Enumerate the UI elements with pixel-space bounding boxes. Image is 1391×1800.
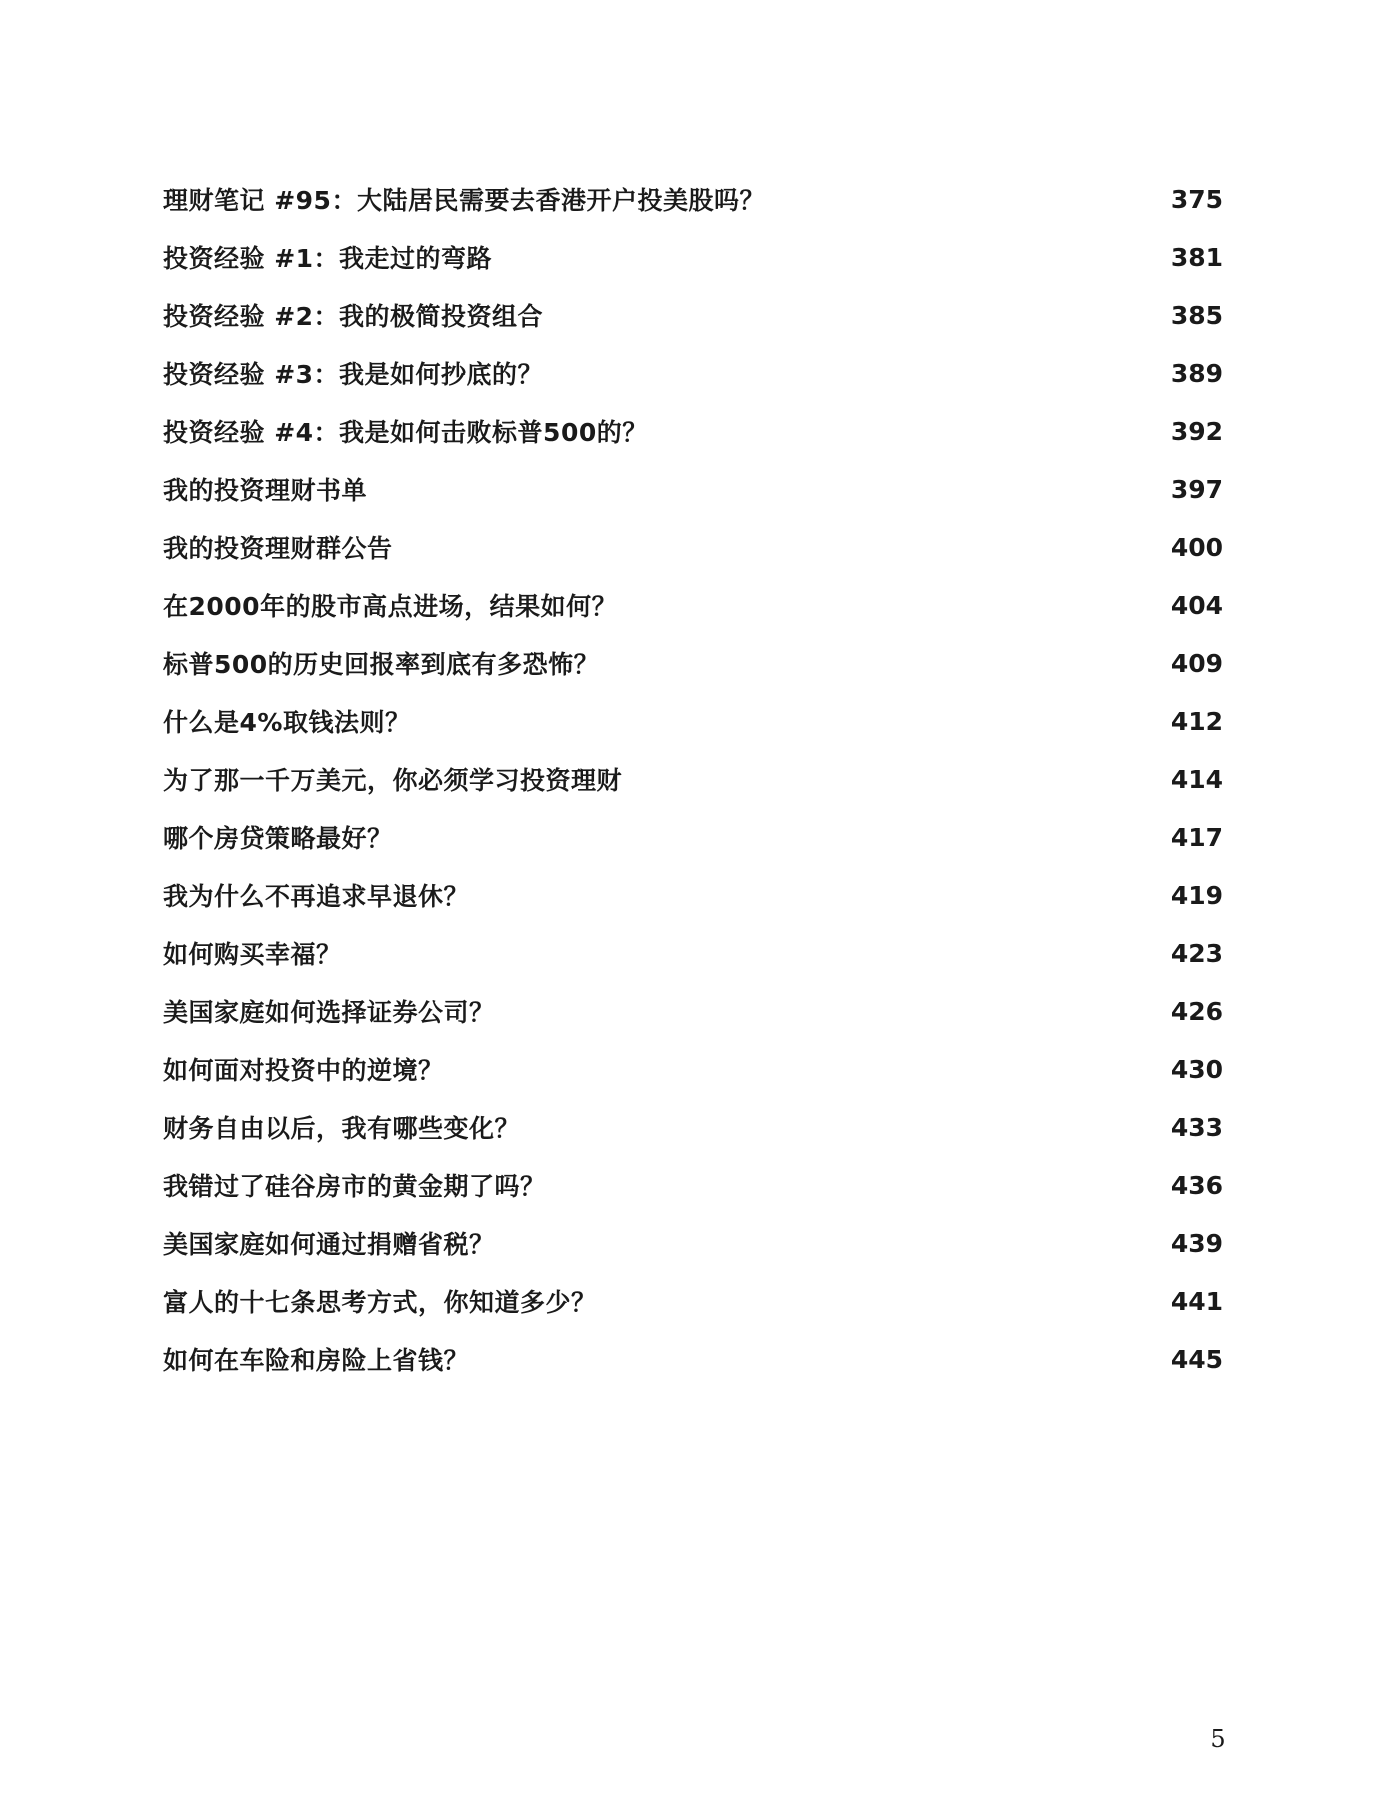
toc-entry-title[interactable]: 美国家庭如何选择证券公司？ xyxy=(163,998,495,1027)
toc-entry-430[interactable] xyxy=(163,1040,1223,1098)
toc-entry-page[interactable]: 439 xyxy=(1170,1228,1223,1258)
page-number: 5 xyxy=(1210,1725,1226,1753)
toc-entry-392[interactable] xyxy=(163,402,1223,460)
toc-entry-441[interactable] xyxy=(163,1272,1223,1330)
toc-entry-439[interactable] xyxy=(163,1214,1223,1272)
toc-entry-page[interactable]: 392 xyxy=(1170,416,1223,446)
toc-entry-page[interactable]: 423 xyxy=(1170,938,1223,968)
toc-entry-title[interactable]: 财务自由以后，我有哪些变化？ xyxy=(163,1114,521,1143)
toc-entry-400[interactable] xyxy=(163,518,1223,576)
toc-entry-page[interactable]: 400 xyxy=(1170,532,1223,562)
toc-entry-title[interactable]: 投资经验 #4：我是如何击败标普500的？ xyxy=(163,418,648,447)
toc-entry-426[interactable] xyxy=(163,982,1223,1040)
toc-entry-page[interactable]: 381 xyxy=(1170,242,1223,272)
toc-entry-page[interactable]: 436 xyxy=(1170,1170,1223,1200)
toc-entry-414[interactable] xyxy=(163,750,1223,808)
toc-entry-title[interactable]: 如何面对投资中的逆境？ xyxy=(163,1056,444,1085)
toc-entry-page[interactable]: 409 xyxy=(1170,648,1223,678)
toc-entry-375[interactable] xyxy=(163,170,1223,228)
toc-entry-436[interactable] xyxy=(163,1156,1223,1214)
toc-entry-419[interactable] xyxy=(163,866,1223,924)
toc-entry-page[interactable]: 417 xyxy=(1170,822,1223,852)
toc-entry-title[interactable]: 投资经验 #3：我是如何抄底的？ xyxy=(163,360,544,389)
toc-entry-title[interactable]: 如何在车险和房险上省钱？ xyxy=(163,1346,470,1375)
toc-entry-417[interactable] xyxy=(163,808,1223,866)
toc-entry-page[interactable]: 433 xyxy=(1170,1112,1223,1142)
toc-entry-title[interactable]: 我为什么不再追求早退休？ xyxy=(163,882,470,911)
toc-entry-title[interactable]: 我的投资理财书单 xyxy=(163,476,368,505)
toc-entry-title[interactable]: 理财笔记 #95：大陆居民需要去香港开户投美股吗？ xyxy=(163,186,765,215)
toc-entry-423[interactable] xyxy=(163,924,1223,982)
toc-entry-page[interactable]: 426 xyxy=(1170,996,1223,1026)
toc-entry-title[interactable]: 哪个房贷策略最好？ xyxy=(163,824,393,853)
toc-entry-397[interactable] xyxy=(163,460,1223,518)
toc-entry-page[interactable]: 430 xyxy=(1170,1054,1223,1084)
toc-entry-433[interactable] xyxy=(163,1098,1223,1156)
toc-entry-page[interactable]: 404 xyxy=(1170,590,1223,620)
toc-entry-445[interactable] xyxy=(163,1330,1223,1388)
toc-entry-title[interactable]: 在2000年的股市高点进场，结果如何？ xyxy=(163,592,618,621)
toc-entry-page[interactable]: 414 xyxy=(1170,764,1223,794)
toc-entry-title[interactable]: 富人的十七条思考方式，你知道多少？ xyxy=(163,1288,597,1317)
toc-entry-page[interactable]: 441 xyxy=(1170,1286,1223,1316)
toc-entry-385[interactable] xyxy=(163,286,1223,344)
toc-entry-404[interactable] xyxy=(163,576,1223,634)
toc-entry-412[interactable] xyxy=(163,692,1223,750)
toc-entry-page[interactable]: 419 xyxy=(1170,880,1223,910)
toc-entry-page[interactable]: 389 xyxy=(1170,358,1223,388)
toc-entry-389[interactable] xyxy=(163,344,1223,402)
toc-entry-title[interactable]: 投资经验 #2：我的极简投资组合 xyxy=(163,302,544,331)
toc-entry-page[interactable]: 385 xyxy=(1170,300,1223,330)
toc-entry-page[interactable]: 397 xyxy=(1170,474,1223,504)
toc-entry-title[interactable]: 如何购买幸福？ xyxy=(163,940,342,969)
toc-entry-409[interactable] xyxy=(163,634,1223,692)
toc-entry-title[interactable]: 标普500的历史回报率到底有多恐怖？ xyxy=(163,650,600,679)
toc-entry-page[interactable]: 445 xyxy=(1170,1344,1223,1374)
toc-entry-title[interactable]: 我的投资理财群公告 xyxy=(163,534,393,563)
toc-entry-page[interactable]: 412 xyxy=(1170,706,1223,736)
toc-entry-title[interactable]: 我错过了硅谷房市的黄金期了吗？ xyxy=(163,1172,546,1201)
table-of-contents xyxy=(163,170,1223,1388)
toc-entry-page[interactable]: 375 xyxy=(1170,184,1223,214)
toc-entry-title[interactable]: 什么是4%取钱法则？ xyxy=(163,708,411,737)
toc-entry-title[interactable]: 投资经验 #1：我走过的弯路 xyxy=(163,244,493,273)
toc-entry-title[interactable]: 美国家庭如何通过捐赠省税？ xyxy=(163,1230,495,1259)
toc-entry-title[interactable]: 为了那一千万美元，你必须学习投资理财 xyxy=(163,766,623,795)
toc-entry-381[interactable] xyxy=(163,228,1223,286)
